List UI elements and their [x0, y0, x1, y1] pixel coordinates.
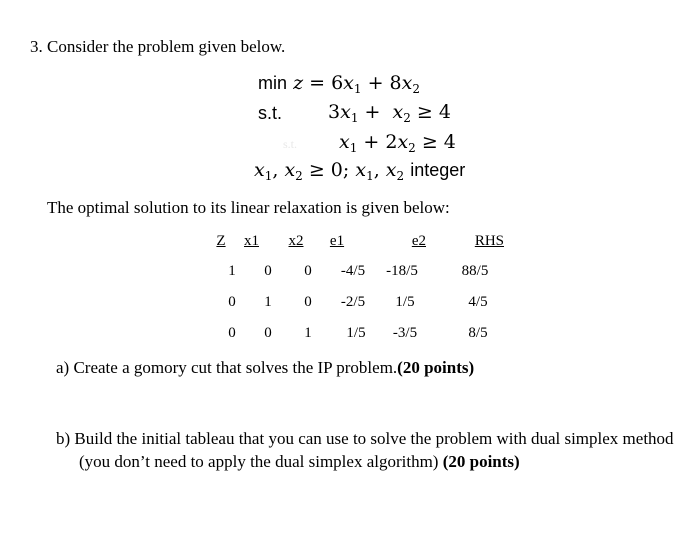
header-rhs: RHS	[474, 233, 504, 249]
problem-heading: 3. Consider the problem given below.	[30, 37, 286, 56]
tableau-cell: 0	[304, 294, 312, 310]
tableau-cell: 8/5	[468, 325, 488, 341]
question-b-text: (you don’t need to apply the dual simplex algorithm)	[79, 452, 443, 471]
question-b-points: (20 points)	[442, 452, 520, 471]
header-x1: x1	[244, 233, 259, 249]
tableau-cell: 1/5	[346, 325, 366, 341]
tableau-cell: 88/5	[461, 263, 489, 279]
tableau-cell: 1/5	[395, 294, 415, 310]
header-z: Z	[216, 233, 226, 249]
relaxation-intro: The optimal solution to its linear relaxation is given below:	[47, 198, 450, 217]
question-a-text: a) Create a gomory cut that solves the IP problem.	[56, 358, 398, 377]
min-label: min	[258, 73, 288, 93]
tableau-cell: -18/5	[386, 263, 418, 279]
tableau-cell: 0	[228, 325, 236, 341]
question-b-line-2	[79, 452, 520, 472]
faint-watermark-text: s.t.	[283, 137, 298, 151]
question-a	[56, 358, 474, 378]
variable-domain: $x_1$, $x_2 \ge 0$; $x_1$, $x_2$ integer	[254, 159, 466, 183]
header-x2: x2	[288, 233, 304, 249]
tableau-cell: 0	[264, 325, 272, 341]
header-e2: e2	[411, 233, 426, 249]
header-e1: e1	[329, 233, 345, 249]
tableau-cell: -2/5	[340, 294, 366, 310]
tableau-cell: 0	[264, 263, 272, 279]
tableau-cell: 1	[264, 294, 272, 310]
question-b-line-1: b) Build the initial tableau that you can use to solve the problem with dual simplex method	[56, 429, 674, 448]
tableau-cell: 0	[228, 294, 236, 310]
question-a-points: (20 points)	[397, 358, 475, 377]
tableau-cell: -4/5	[340, 263, 366, 279]
constraint-2: $x_1 + 2x_2 \ge 4$	[339, 131, 456, 155]
tableau-cell: 1	[228, 263, 236, 279]
tableau-cell: 0	[304, 263, 312, 279]
tableau-cell: 4/5	[468, 294, 488, 310]
tableau-cell: 1	[304, 325, 312, 341]
tableau-cell: -3/5	[392, 325, 418, 341]
objective-function: $\min z = 6x_1 + 8x_2$	[258, 72, 420, 96]
subject-to-label: s.t.	[258, 103, 283, 123]
constraint-1: $3x_1 + x_2 \ge 4$	[328, 101, 451, 125]
